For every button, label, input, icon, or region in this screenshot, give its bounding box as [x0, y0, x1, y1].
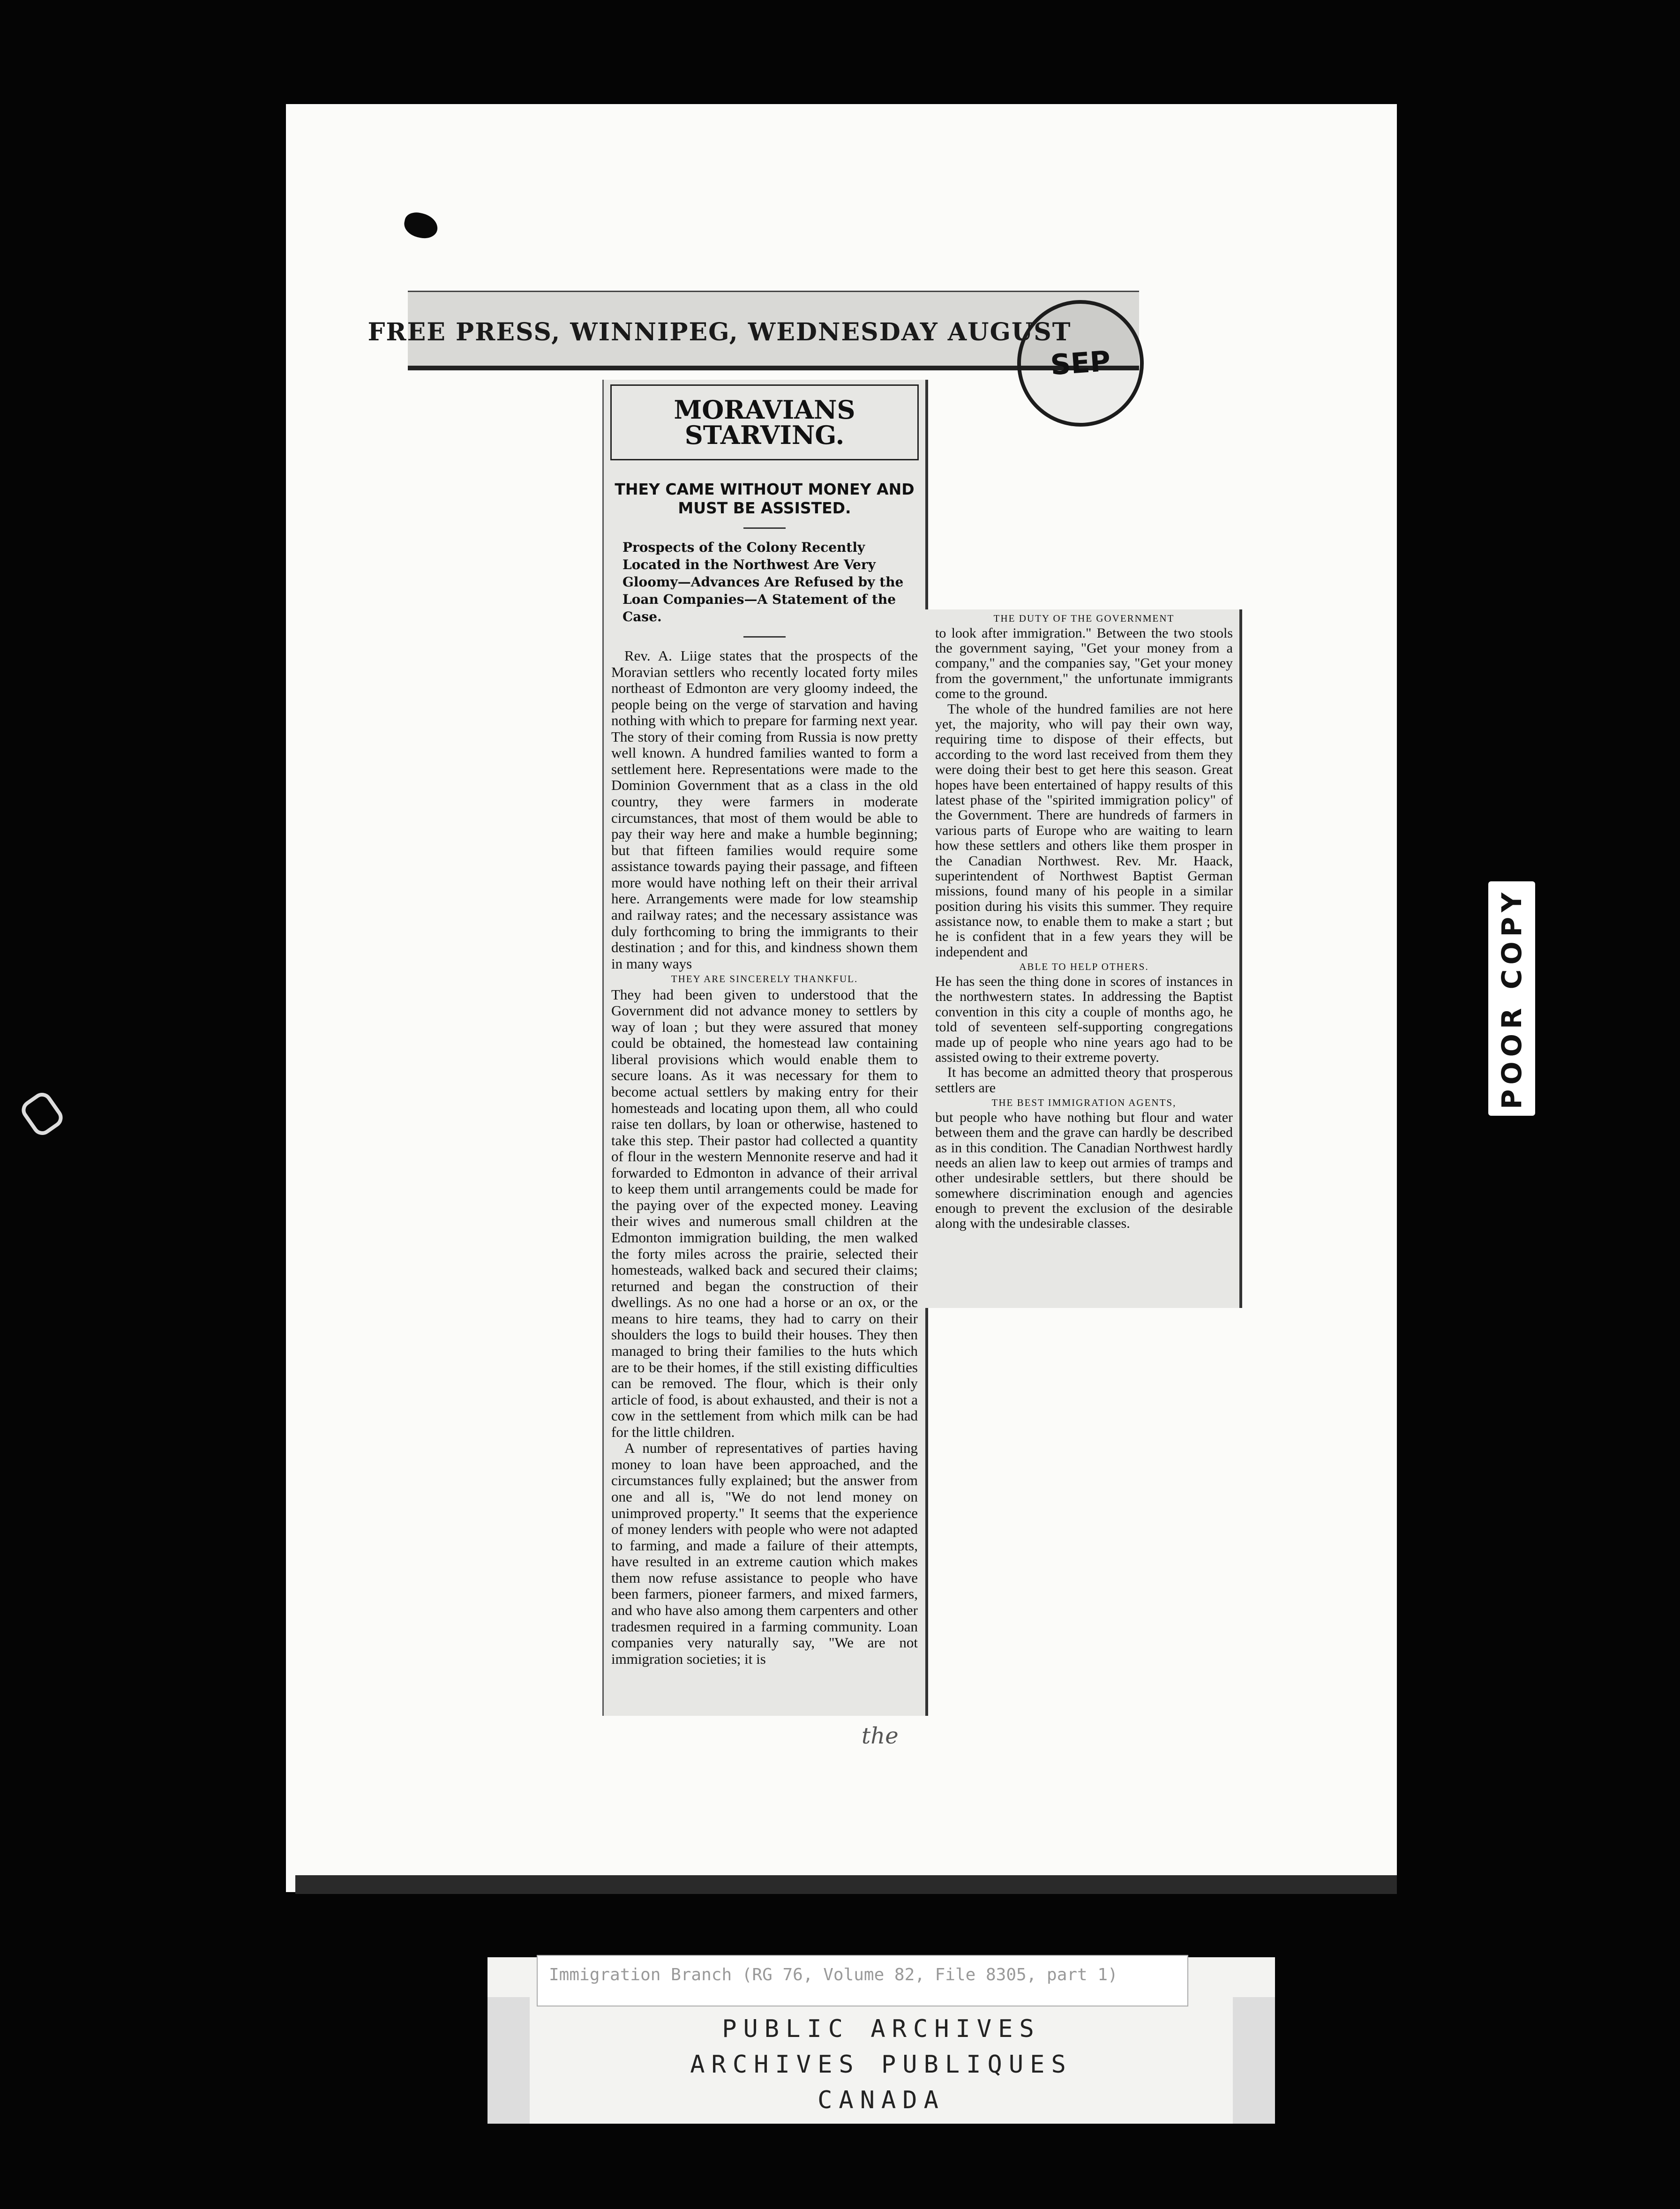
section-heading: ABLE TO HELP OTHERS.: [1019, 961, 1149, 973]
paragraph: A number of representatives of parties having money to loan have been approached, and the circumstances fully explained; but the answer from one and all is, "We do not lend money on unimproved property." It seems that the experience of money lenders with people who were not adapted to farming, and made a failure of their attempts, have resulted in an extreme caution which makes them now refuse assistance to people who have been farmers, pioneer farmers, and mixed farmers, and who have also among them carpenters and other tradesmen required in a farming community. Loan companies very naturally say, "We are not immigration societies; it is: [611, 1440, 918, 1667]
article-column-1: [602, 380, 928, 1716]
archive-reference: Immigration Branch (RG 76, Volume 82, File 8305, part 1): [537, 1955, 1188, 2006]
paragraph: Rev. A. Liige states that the prospects of the Moravian settlers who recently located forty miles northeast of Edmonton are very gloomy indeed, the people being on the verge of starvation and having nothing with which to prepare for farming next year. The story of their coming from Russia is now pretty well known. A hundred families wanted to form a settlement here. Representations were made to the Dominion Government that as a class in the old country, they were farmers in moderate circumstances, that most of them would be able to pay their way here and make a humble beginning; but that fifteen families would require some assistance towards paying their passage, and fifteen more would have nothing left on their their arrival here. Arrangements were made for low steamship and railway rates; and the necessary assistance was duly forthcoming to bring the immigrants to their destination ; and for this, and kindness shown them in many ways: [611, 647, 918, 972]
article-deck: Prospects of the Colony Recently Located in the Northwest Are Very Gloomy—Advances Are Refused by the Loan Companies—A Statement of the Case.: [622, 540, 904, 624]
paragraph: They had been given to understood that the Government did not advance money to settlers by way of loan ; but they were assured that money could be obtained, the homestead law containing liberal provisions which would enable them to secure loans. As it was necessary for them to become actual settlers by making entry for their homesteads and locating upon them, all who could raise ten dollars, by loan or otherwise, hastened to take this step. Their pastor had collected a quantity of flour in the western Mennonite reserve and had it forwarded to Edmonton in advance of their arrival to keep them until arrangements could be made for the paying over of the expected money. Leaving their wives and numerous small children at the Edmonton immigration building, the men walked the forty miles across the prairie, selected their homesteads, walked back and secured their claims; returned and began the construction of their dwellings. As no one had a horse or an ox, or the means to hire teams, they had to carry on their shoulders the logs to build their houses. They then managed to bring their families to the huts which are to be their homes, if the still existing difficulties can be removed. The flour, which is their only article of food, is about exhausted, and their is not a cow in the settlement from which milk can be had for the little children.: [611, 986, 918, 1440]
date-stamp: SEP: [1013, 296, 1148, 431]
article-headline: MORAVIANS STARVING.: [610, 384, 919, 460]
masthead-text: FREE PRESS, WINNIPEG, WEDNESDAY AUGUST: [368, 317, 1072, 346]
film-mark: [18, 1089, 67, 1139]
handwritten-note: the: [862, 1723, 899, 1749]
paragraph: to look after immigration." Between the two stools the government saying, "Get your money from a company," and the companies say, "Get your money from the government," the unfortunate immigrants come to the ground.: [935, 625, 1233, 702]
page-shadow: [295, 1875, 1397, 1894]
poor-copy-label: [1488, 881, 1535, 1116]
paragraph: It has become an admitted theory that prosperous settlers are: [935, 1065, 1233, 1096]
article-column-2: [921, 609, 1242, 1308]
paragraph: but people who have nothing but flour and water between them and the grave can hardly be described as in this condition. The Canadian Northwest hardly needs an alien law to keep out armies of tramps and other undesirable settlers, but there should be somewhere discrimination enough and agencies enough to prevent the exclusion of the desirable along with the undesirable classes.: [935, 1109, 1233, 1232]
article-body-col1: [611, 648, 918, 1667]
paragraph: The whole of the hundred families are not here yet, the majority, who will pay their own way, requiring time to dispose of their effects, but according to the word last received from them they were doing their best to get here this season. Great hopes have been entertained of happy results of this latest phase of the "spirited immigration policy" of the Government. There are hundreds of farmers in various parts of Europe who are waiting to learn how these settlers and others like them prosper in the Canadian Northwest. Rev. Mr. Haack, superintendent of Northwest Baptist German missions, found many of his people in a similar position during his visits this summer. They require assistance now, to enable them to make a start ; but he is confident that in a few years they will be independent and: [935, 701, 1233, 960]
section-heading: THE BEST IMMIGRATION AGENTS,: [991, 1097, 1177, 1109]
archive-stamp: [488, 2011, 1275, 2118]
section-heading: THE DUTY OF THE GOVERNMENT: [993, 613, 1175, 624]
archive-line-3: CANADA: [818, 2086, 945, 2114]
divider: [743, 527, 786, 529]
article-body-col2: [935, 613, 1233, 1232]
article-subhead: THEY CAME WITHOUT MONEY AND MUST BE ASSISTED.: [615, 480, 915, 517]
archive-line-1: PUBLIC ARCHIVES: [722, 2015, 1041, 2043]
paragraph: He has seen the thing done in scores of instances in the northwestern states. In addressing the Baptist convention in this city a couple of months ago, he told of seventeen self-supporting congregations made up of people who nine years ago had to be assisted owing to their extreme poverty.: [935, 973, 1233, 1065]
divider: [743, 636, 786, 638]
section-heading: THEY ARE SINCERELY THANKFUL.: [671, 973, 858, 985]
poor-copy-text: POOR COPY: [1496, 887, 1528, 1110]
archive-line-2: ARCHIVES PUBLIQUES: [690, 2051, 1072, 2079]
